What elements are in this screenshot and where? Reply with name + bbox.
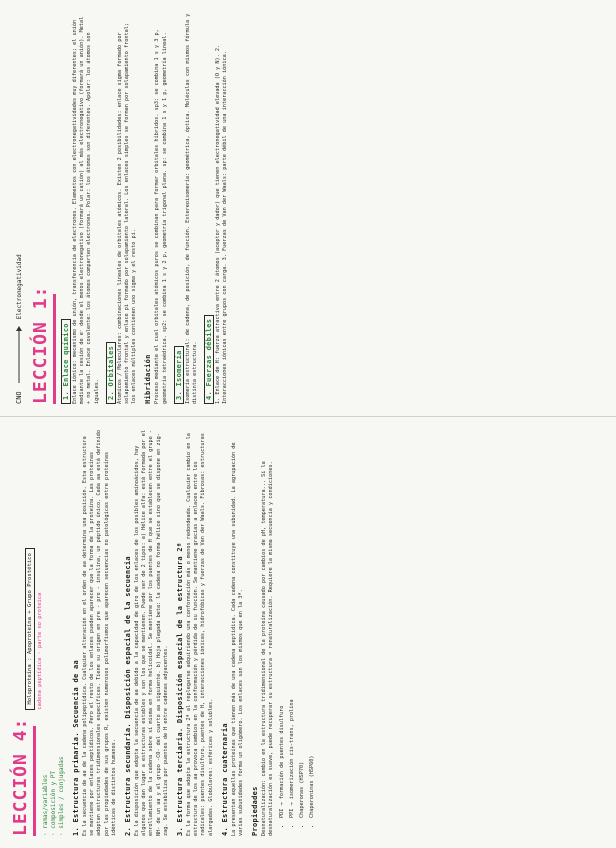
lesson4-section xyxy=(251,429,275,836)
lesson4-section xyxy=(176,429,215,836)
section-text: Enlace iónico: mecanismo de unión, transferencia de electrones. Elementos con electronegatividades muy diferentes; el unión mediante la cesión de e⁻ desde el menos electronegativo (formará un catión) al más electronegativo (formará un anión). Metal + no metal. Enlace covalente: los átomos comparten electrones. Polar: los átomos son diferentes. Apolar: los átomos son iguales. xyxy=(72,16,100,404)
lesson1-section xyxy=(107,12,139,404)
lesson4-section xyxy=(124,429,170,836)
electronegativity-label: Electronegatividad xyxy=(15,254,23,320)
tag: · ramas/variables xyxy=(42,774,49,836)
section-heading: 4. Estructura cuaternaria xyxy=(220,723,229,836)
lesson4-title: LECCIÓN 4: xyxy=(10,717,31,836)
lesson1-title: LECCIÓN 1: xyxy=(30,285,51,404)
lesson4-tags xyxy=(42,718,66,836)
lesson1-column xyxy=(0,0,616,416)
section-heading: Hibridación xyxy=(144,354,153,404)
lesson4-header xyxy=(10,429,66,836)
list-item: • PPI → isomerización cis-trans, prolina xyxy=(289,429,296,818)
section-text: Es la disposición que adopta la secuencia de aa debido a la capacidad de giro de los enlaces de los posibles aminoácidos, hay algunos que dan lugar a estructuras estables y son los que se mantienen. Puede ser de 2 tipos: a) Hélice alfa: está formada por el enrollamiento de la cadena sobre sí misma en forma helicoidal. Se mantiene por los puentes de H que se establecen entre el grupo -NH- de un aa y el grupo -CO- del cuarto aa siguiente. b) Hoja plegada beta: la cadena no forma hélice sino que se dispone en zig-zag. Se estabiliza por puentes de H entre cadenas adyacentes. xyxy=(134,429,169,836)
chaperone-list xyxy=(279,429,317,828)
section-heading: 3. Isomería xyxy=(174,346,184,404)
formula-note: parte no proteica xyxy=(37,592,43,648)
section-heading: Propiedades xyxy=(251,786,260,836)
section-text: Isomería estructural: de cadena, de posición, de función. Estereoisomería: geométrica, óptica. Moléculas con mismos fórmula y distinta estructura. xyxy=(184,13,199,404)
lesson1-section xyxy=(205,12,229,404)
section-text: Desnaturalización: cambio en la estructura tridimensional de la proteína causado por cambios de pH, temperatura... Si la desnaturalización es suave, puede recuperar su estructura = renaturalización. Requiere la misma secuencia y condiciones. xyxy=(261,461,275,836)
lesson4-title-underline xyxy=(33,726,36,836)
section-heading: 3. Estructura terciaria. Disposición espacial de la estructura 2ª xyxy=(176,542,185,836)
section-heading: 2. Estructura secundaria. Disposición espacial de la secuencia xyxy=(124,556,133,836)
section-text: La presentan aquellas proteínas que tienen más de una cadena peptídica. Cada cadena constituye una subunidad. La agrupación de varias subunidades forma un oligómero. Los enlaces son los mismos que en la 3ª. xyxy=(230,442,245,836)
section-heading: 1. Enlace químico xyxy=(61,319,71,404)
section-text: Átomicos / Moleculares: combinaciones lineales de orbitales atómicos. Existen 2 posibilidades: enlace sigma formado por solapamiento frontal y enlace pi formado por solapamiento lateral. Los enlaces simples se forman por solapamiento frontal; los enlaces múltiples contienen uno sigma y el resto pi. xyxy=(116,22,138,404)
lesson4-section xyxy=(72,429,118,836)
section-text: Es la forma que adopta la estructura 2ª al replegarse adquiriendo una conformación más o menos redondeada. Cualquier cambio en la estructura de los aa provoca cambios en la conformación y pérdida de su función. Se mantiene gracias a enlaces entre los radicales: puentes disulfuro, puentes de H, interacciones iónicas, hidrofóbicas y fuerzas de Van der Waals. Fibrosas: estructuras alargadas. Globulares: esféricas y solubles. xyxy=(186,433,214,836)
lesson4-section xyxy=(221,429,245,836)
list-item: • Chaperoninas (HSP60) xyxy=(309,429,316,818)
cno-label: CNO xyxy=(15,391,23,404)
formula-note: cadena peptídica xyxy=(37,657,43,710)
list-item: • PDI → formación de puentes disulfuro xyxy=(279,429,286,818)
arrow-icon xyxy=(14,325,24,385)
electronegativity-diagram xyxy=(14,12,24,404)
lesson1-section xyxy=(175,12,199,404)
lesson1-title-underline xyxy=(53,294,56,404)
tag: · composición y PT xyxy=(50,770,57,836)
formula-notes: cadena peptídica · parte no proteica xyxy=(37,592,43,710)
section-heading: 1. Estructura primaria. Secuencia de aa xyxy=(72,659,80,836)
section-heading: 4. Fuerzas débiles xyxy=(204,315,214,404)
lesson1-section xyxy=(62,12,101,404)
lesson1-section xyxy=(144,12,168,404)
lesson4-column xyxy=(0,416,616,848)
section-heading: 2. Orbitales xyxy=(106,342,116,404)
tag: · simples / conjugadas xyxy=(58,756,65,836)
holoprotein-formula: Holoproteína : Apoproteína + Grupo Prostético xyxy=(25,548,35,710)
section-text: Proceso mediante el cual orbitales atómicos puros se combinan para formar orbitales híbridos. sp3: se combina 1 s y 3 p, geometría tetraédrica. sp2: se combina 1 s y 2 p, geometría trigonal plana. sp: se combina 1 s y 1 p, geometría lineal. xyxy=(154,29,168,404)
section-text: 1. Enlace de H: fuerza atractiva entre 2 átomos (aceptor y dador) que tienen electronegatividad elevada (O y N). 2. Interacciones iónicas entre grupos con carga. 3. Fuerzas de Van der Waals: parte débil de una interacción iónica. xyxy=(215,44,229,404)
section-text: Es la secuencia de aa de la cadena polipeptídica. Cualquier alteración en el orden de aa determina una posición. Esta estructura se mantiene por enlaces peptídicos. Pero el resto de los enlaces pueden aparecer que la forma de la proteína. Las proteínas adoptan estructuras tridimensionales específicas. Tiene su origen en pre - pro - insulina, un péptido único. Cada aa está definido por las propiedades de sus grupos R, existen numerosos polimorfismos que aparecen secuencias no patológicas entre proteínas idénticas de distintos humanos. xyxy=(82,429,117,836)
list-item: • Chaperonas (HSP70) xyxy=(299,429,306,818)
